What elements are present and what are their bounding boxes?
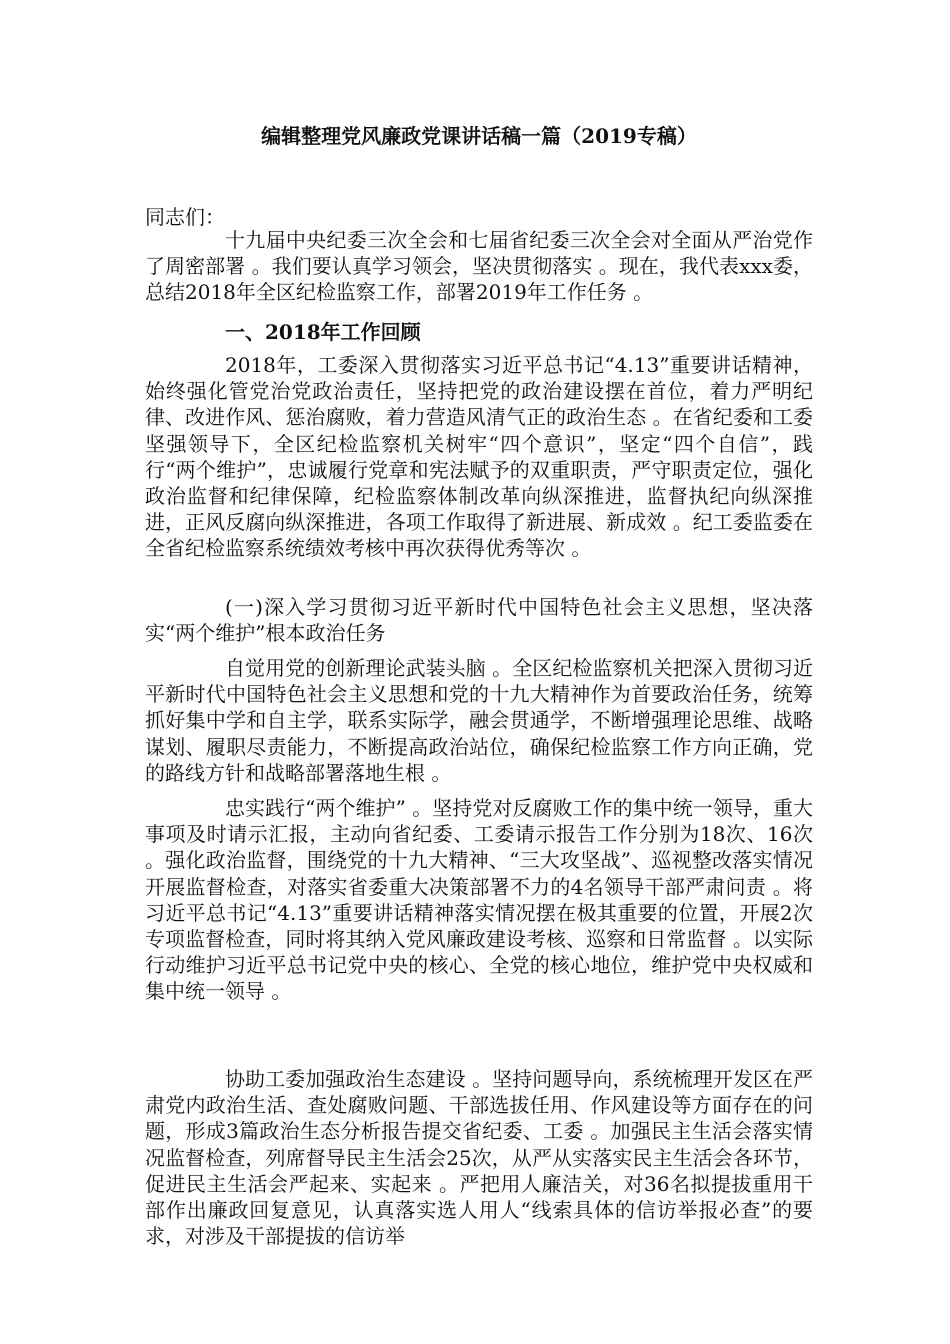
body-paragraph-2: 自觉用党的创新理论武装头脑 。全区纪检监察机关把深入贯彻习近平新时代中国特色社会主义思想和党的十九大精神作为首要政治任务，统筹抓好集中学和自主学，联系实际学，融会贯通学，不断增强理论思维、战略谋划、履职尽责能力，不断提高政治站位，确保纪检监察工作方向正确，党的路线方针和战略部署落地生根 。	[145, 656, 813, 785]
salutation: 同志们：	[145, 205, 225, 229]
section-heading: 一、2018年工作回顾	[225, 320, 421, 344]
body-paragraph-4: 协助工委加强政治生态建设 。坚持问题导向，系统梳理开发区在严肃党内政治生活、查处腐败问题、干部选拔任用、作风建设等方面存在的问题，形成3篇政治生态分析报告提交省纪委、工委 。加强民主生活会落实情况监督检查，列席督导民主生活会25次，从严从实落实民主生活会各环节，促进民主生活会严起来、实起来 。严把用人廉洁关，对36名拟提拔重用干部作出廉政回复意见，认真落实选人用人“线索具体的信访举报必查”的要求，对涉及干部提拔的信访举	[145, 1067, 813, 1249]
subsection-heading: (一)深入学习贯彻习近平新时代中国特色社会主义思想，坚决落实“两个维护”根本政治任务	[145, 595, 813, 646]
intro-paragraph: 十九届中央纪委三次全会和七届省纪委三次全会对全面从严治党作了周密部署 。我们要认真学习领会，坚决贯彻落实 。现在，我代表xxx委，总结2018年全区纪检监察工作，部署2019年工作任务 。	[145, 228, 813, 305]
body-paragraph-1: 2018年，工委深入贯彻落实习近平总书记“4.13”重要讲话精神，始终强化管党治党政治责任，坚持把党的政治建设摆在首位，着力严明纪律、改进作风、惩治腐败，着力营造风清气正的政治生态 。在省纪委和工委坚强领导下，全区纪检监察机关树牢“四个意识”，坚定“四个自信”，践行“两个维护”，忠诚履行党章和宪法赋予的双重职责，严守职责定位，强化政治监督和纪律保障，纪检监察体制改革向纵深推进，监督执纪向纵深推进，正风反腐向纵深推进，各项工作取得了新进展、新成效 。纪工委监委在全省纪检监察系统绩效考核中再次获得优秀等次 。	[145, 353, 813, 561]
body-paragraph-3: 忠实践行“两个维护” 。坚持党对反腐败工作的集中统一领导，重大事项及时请示汇报，主动向省纪委、工委请示报告工作分别为18次、16次 。强化政治监督，围绕党的十九大精神、“三大攻坚战”、巡视整改落实情况开展监督检查，对落实省委重大决策部署不力的4名领导干部严肃问责 。将习近平总书记“4.13”重要讲话精神落实情况摆在极其重要的位置，开展2次专项监督检查，同时将其纳入党风廉政建设考核、巡察和日常监督 。以实际行动维护习近平总书记党中央的核心、全党的核心地位，维护党中央权威和集中统一领导 。	[145, 796, 813, 1004]
document-title: 编辑整理党风廉政党课讲话稿一篇（2019专稿）	[261, 124, 697, 148]
